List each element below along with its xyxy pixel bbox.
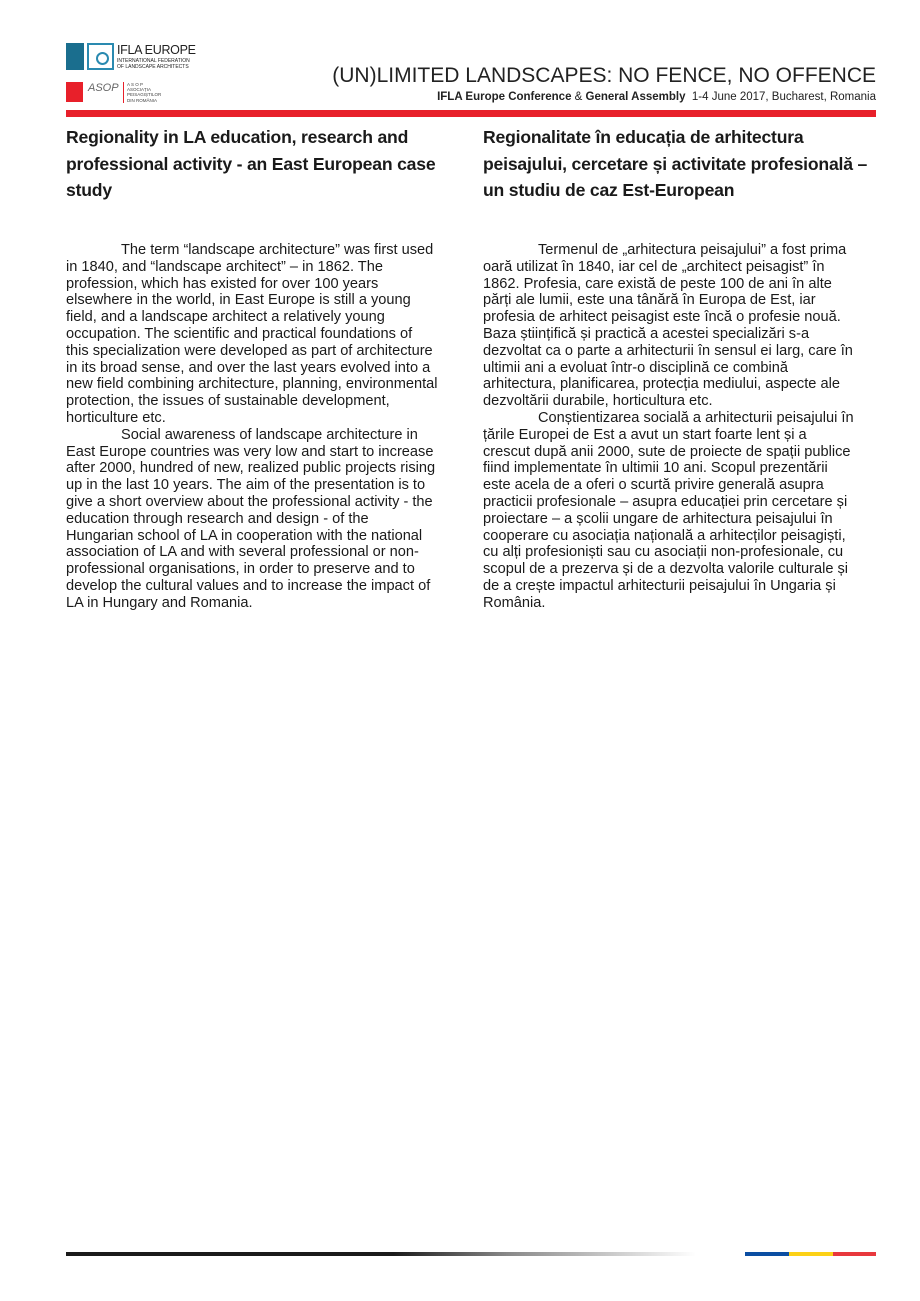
- text-line: oară utilizat în 1840, iar cel de „architect peisagist” în: [483, 258, 825, 275]
- asop-text: [127, 82, 161, 103]
- text-line: professional organisations, in order to preserve and to: [66, 561, 415, 578]
- text-line: give a short overview about the professional activity - the: [66, 493, 433, 510]
- text-line: Social awareness of landscape architecture in: [121, 426, 418, 443]
- asop-line: ASOCIAȚIA: [127, 87, 152, 93]
- asop-line: A S O P: [127, 82, 144, 87]
- subtitle-amp: &: [571, 91, 586, 103]
- text-line: părți ale lumii, este una tânără în Europa de Est, iar: [483, 292, 816, 309]
- text-line: profession, which has existed for over 100 years: [66, 275, 379, 292]
- text-line: in its broad sense, and over the last years evolved into a: [66, 359, 431, 376]
- text-line: proiectare – a școlii ungare de arhitectura peisajului în: [483, 510, 833, 527]
- text-line: Hungarian school of LA in cooperation with the national: [66, 527, 423, 544]
- subtitle-date-place: 1-4 June 2017, Bucharest, Romania: [685, 91, 876, 103]
- text-line: develop the cultural values and to increase the impact of: [66, 577, 431, 594]
- text-line: new field combining architecture, planning, environmental: [66, 376, 438, 393]
- text-line: Baza științifică și practică a acestei specializări s-a: [483, 325, 810, 342]
- subtitle-assembly: General Assembly: [585, 91, 686, 103]
- text-line: dezvoltării durabile, horticultura etc.: [483, 393, 713, 410]
- text-line: de a crește impactul arhitecturii peisajului în Ungaria și: [483, 577, 836, 594]
- text-line: România.: [483, 594, 546, 611]
- text-line: ultimii ani a evoluat într-o disciplină ce combină: [483, 359, 788, 376]
- text-line: in 1840, and “landscape architect” – in 1862. The: [66, 258, 383, 275]
- text-line: fiind implementate în ultimii 10 ani. Scopul prezentării: [483, 460, 828, 477]
- footer-flag-blue: [745, 1252, 789, 1256]
- ifla-sub-line: OF LANDSCAPE ARCHITECTS: [117, 64, 189, 70]
- header-red-bar: [66, 110, 876, 117]
- asop-divider: [123, 82, 124, 103]
- asop-logo-square: [66, 82, 83, 102]
- text-line: dezvoltat ca o parte a arhitecturii în sensul ei larg, care în: [483, 342, 853, 359]
- text-line: The term “landscape architecture” was first used: [121, 242, 434, 258]
- asop-line: PEISAGIȘTILOR: [127, 92, 162, 98]
- conference-title: (UN)LIMITED LANDSCAPES: NO FENCE, NO OFFENCE: [332, 64, 876, 87]
- text-line: LA in Hungary and Romania.: [66, 594, 253, 611]
- text-line: up in the last 10 years. The aim of the presentation is to: [66, 477, 426, 494]
- footer-flag-red: [833, 1252, 876, 1256]
- ifla-sub-line: INTERNATIONAL FEDERATION: [117, 58, 190, 64]
- text-line: horticulture etc.: [66, 409, 166, 426]
- text-line: scopul de a prezerva și de a dezvolta valorile culturale și: [483, 561, 849, 578]
- asop-line: DIN ROMÂNIA: [127, 97, 158, 103]
- text-line: East Europe countries was very low and start to increase: [66, 443, 434, 460]
- footer-flag-yellow: [789, 1252, 833, 1256]
- romanian-title: Regionalitate în educația de arhitectura peisajului, cercetare și activitate profesională – un studiu de caz Est-European: [483, 127, 868, 200]
- ifla-name: IFLA EUROPE: [117, 43, 196, 57]
- ifla-subtitle: [117, 58, 190, 70]
- text-line: cooperare cu asociația națională a arhitecților peisagiști,: [483, 527, 846, 544]
- subtitle-conference: IFLA Europe Conference: [437, 91, 572, 103]
- ifla-logo-square: [66, 43, 84, 70]
- text-line: arhitectura, planificarea, protecția mediului, aspecte ale: [483, 376, 840, 393]
- ifla-logo-icon: [87, 43, 114, 70]
- text-line: association of LA and with several professional or non-: [66, 544, 419, 561]
- text-line: elsewhere in the world, in East Europe is still a young: [66, 292, 411, 309]
- romanian-body: [483, 242, 854, 612]
- english-title: Regionality in LA education, research and professional activity - an East European case study: [66, 127, 436, 200]
- text-line: țările Europei de Est a avut un start foarte lent și a: [483, 426, 807, 443]
- text-line: Termenul de „arhitectura peisajului” a fost prima: [538, 242, 847, 258]
- text-line: protection, the issues of sustainable development,: [66, 393, 390, 410]
- text-line: 1862. Profesia, care există de peste 100 de ani în alte: [483, 275, 832, 292]
- text-line: after 2000, hundred of new, realized public projects rising: [66, 460, 436, 477]
- text-line: crescut după anii 2000, sute de proiecte de spații publice: [483, 443, 851, 460]
- text-line: education through research and design - of the: [66, 510, 369, 527]
- text-line: este acela de a oferi o scurtă privire generală asupra: [483, 477, 824, 494]
- text-line: practicii profesionale – asupra educației prin cercetare și: [483, 493, 848, 510]
- asop-logo-icon: ASOP: [88, 82, 119, 94]
- text-line: profesia de arhitect peisagist este încă o profesie nouă.: [483, 309, 841, 326]
- text-line: this specialization were developed as part of architecture: [66, 342, 433, 359]
- english-body: [66, 242, 438, 612]
- conference-subtitle: [437, 91, 876, 103]
- text-line: occupation. The scientific and practical foundations of: [66, 325, 413, 342]
- text-line: Conștientizarea socială a arhitecturii peisajului în: [538, 409, 854, 426]
- text-line: cu alți profesioniști sau cu asociații non-profesionale, cu: [483, 544, 844, 561]
- text-line: field, and a landscape architect a relatively young: [66, 309, 385, 326]
- footer-gradient-bar: [66, 1252, 696, 1256]
